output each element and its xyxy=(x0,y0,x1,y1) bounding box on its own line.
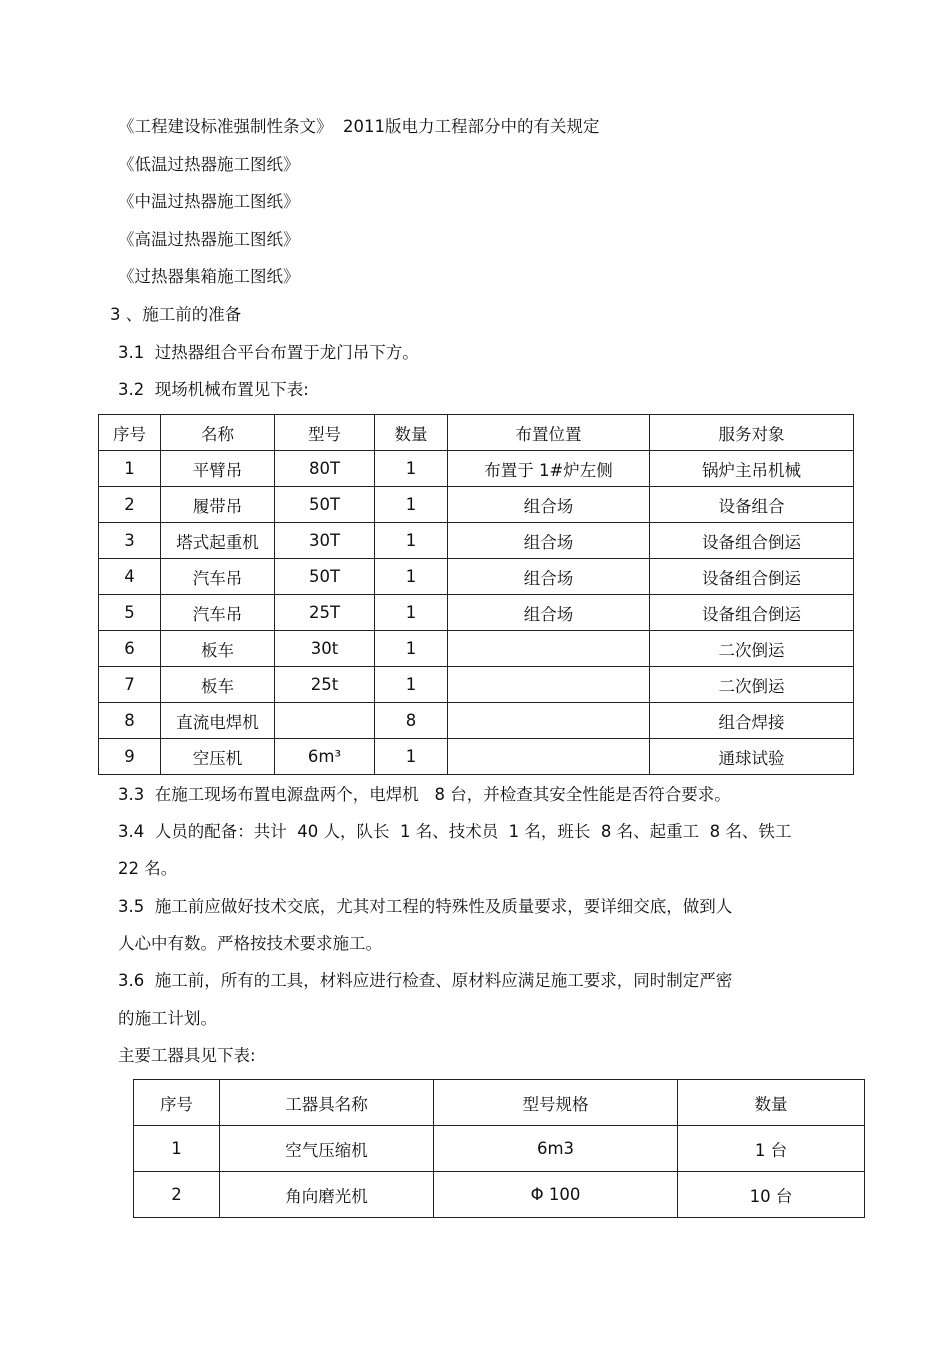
table-cell: 1 xyxy=(375,739,448,775)
table-cell: 空压机 xyxy=(161,739,275,775)
table-cell: 塔式起重机 xyxy=(161,523,275,559)
table-row xyxy=(134,1172,865,1218)
table-cell: 1 xyxy=(134,1126,220,1172)
table-cell: 50T xyxy=(275,487,375,523)
table-cell: 空气压缩机 xyxy=(220,1126,434,1172)
ref-line: 《工程建设标准强制性条文》 2011版电力工程部分中的有关规定 xyxy=(118,117,600,136)
paragraph: 主要工器具见下表: xyxy=(118,1046,256,1065)
table-cell: 1 xyxy=(375,559,448,595)
table-cell: 1 xyxy=(99,451,161,487)
table-cell: 设备组合倒运 xyxy=(650,523,854,559)
table-cell: 2 xyxy=(99,487,161,523)
paragraph: 3.3 在施工现场布置电源盘两个，电焊机 8 台，并检查其安全性能是否符合要求。 xyxy=(118,785,731,804)
paragraph: 人心中有数。严格按技术要求施工。 xyxy=(118,934,382,953)
header-cell: 布置位置 xyxy=(448,415,650,451)
table-row xyxy=(99,739,854,775)
table-cell: 直流电焊机 xyxy=(161,703,275,739)
header-cell: 服务对象 xyxy=(650,415,854,451)
table-cell: 组合场 xyxy=(448,487,650,523)
table-cell: 设备组合倒运 xyxy=(650,595,854,631)
paragraph: 22 名。 xyxy=(118,859,178,878)
table-cell: 汽车吊 xyxy=(161,595,275,631)
paragraph: 3.5 施工前应做好技术交底，尤其对工程的特殊性及质量要求，要详细交底，做到人 xyxy=(118,897,733,916)
table-row xyxy=(134,1126,865,1172)
table-cell: 组合场 xyxy=(448,559,650,595)
table-cell: 6m3 xyxy=(434,1126,678,1172)
table-cell: 组合场 xyxy=(448,523,650,559)
table-cell: 80T xyxy=(275,451,375,487)
table-cell: 5 xyxy=(99,595,161,631)
table-cell: 1 xyxy=(375,631,448,667)
table-cell xyxy=(448,703,650,739)
header-cell: 数量 xyxy=(375,415,448,451)
ref-line: 《低温过热器施工图纸》 xyxy=(118,155,300,174)
header-cell: 名称 xyxy=(161,415,275,451)
paragraph: 的施工计划。 xyxy=(118,1009,217,1028)
table-row xyxy=(99,631,854,667)
table-cell: 平臂吊 xyxy=(161,451,275,487)
table-cell: 布置于 1#炉左侧 xyxy=(448,451,650,487)
table-cell: 6 xyxy=(99,631,161,667)
table-cell: 50T xyxy=(275,559,375,595)
table-cell: 9 xyxy=(99,739,161,775)
ref-line: 《高温过热器施工图纸》 xyxy=(118,230,300,249)
table-cell xyxy=(448,631,650,667)
table-cell: 8 xyxy=(99,703,161,739)
header-cell: 序号 xyxy=(99,415,161,451)
table-cell: 1 xyxy=(375,487,448,523)
table-cell: 通球试验 xyxy=(650,739,854,775)
table-cell: 组合场 xyxy=(448,595,650,631)
table-row xyxy=(99,595,854,631)
section-heading: 3 、施工前的准备 xyxy=(110,305,242,324)
paragraph: 3.2 现场机械布置见下表: xyxy=(118,380,309,399)
table-cell: 角向磨光机 xyxy=(220,1172,434,1218)
table-cell: 锅炉主吊机械 xyxy=(650,451,854,487)
table-cell: 1 xyxy=(375,523,448,559)
table-cell: 二次倒运 xyxy=(650,667,854,703)
machines-table xyxy=(98,414,854,775)
table-cell: 履带吊 xyxy=(161,487,275,523)
paragraph: 3.4 人员的配备：共计 40 人，队长 1 名、技术员 1 名，班长 8 名、起重工 8 名、铁工 xyxy=(118,822,792,841)
table-cell xyxy=(275,703,375,739)
table-cell: 1 xyxy=(375,595,448,631)
table-header-row xyxy=(134,1080,865,1126)
table-cell: 4 xyxy=(99,559,161,595)
table-cell: 7 xyxy=(99,667,161,703)
table-row xyxy=(99,667,854,703)
ref-line: 《中温过热器施工图纸》 xyxy=(118,192,300,211)
table-row xyxy=(99,451,854,487)
table-cell: 25T xyxy=(275,595,375,631)
tools-table xyxy=(133,1079,865,1218)
table-cell: 8 xyxy=(375,703,448,739)
header-cell: 型号 xyxy=(275,415,375,451)
table-cell xyxy=(448,739,650,775)
table-cell: 6m³ xyxy=(275,739,375,775)
table-cell: 汽车吊 xyxy=(161,559,275,595)
table-cell: 设备组合倒运 xyxy=(650,559,854,595)
paragraph: 3.6 施工前，所有的工具，材料应进行检查、原材料应满足施工要求，同时制定严密 xyxy=(118,971,733,990)
table-cell: 10 台 xyxy=(678,1172,865,1218)
table-cell: 30t xyxy=(275,631,375,667)
table-row xyxy=(99,523,854,559)
table-cell xyxy=(448,667,650,703)
table-cell: 25t xyxy=(275,667,375,703)
table-cell: 2 xyxy=(134,1172,220,1218)
table-cell: 二次倒运 xyxy=(650,631,854,667)
paragraph: 3.1 过热器组合平台布置于龙门吊下方。 xyxy=(118,343,419,362)
header-cell: 序号 xyxy=(134,1080,220,1126)
table-cell: 30T xyxy=(275,523,375,559)
header-cell: 数量 xyxy=(678,1080,865,1126)
table-cell: Φ 100 xyxy=(434,1172,678,1218)
ref-line: 《过热器集箱施工图纸》 xyxy=(118,267,300,286)
table-cell: 1 xyxy=(375,451,448,487)
header-cell: 型号规格 xyxy=(434,1080,678,1126)
table-cell: 设备组合 xyxy=(650,487,854,523)
table-cell: 1 xyxy=(375,667,448,703)
table-cell: 板车 xyxy=(161,667,275,703)
table-row xyxy=(99,487,854,523)
header-cell: 工器具名称 xyxy=(220,1080,434,1126)
table-row xyxy=(99,703,854,739)
table-row xyxy=(99,559,854,595)
table-header-row xyxy=(99,415,854,451)
table-cell: 组合焊接 xyxy=(650,703,854,739)
table-cell: 1 台 xyxy=(678,1126,865,1172)
table-cell: 板车 xyxy=(161,631,275,667)
table-cell: 3 xyxy=(99,523,161,559)
